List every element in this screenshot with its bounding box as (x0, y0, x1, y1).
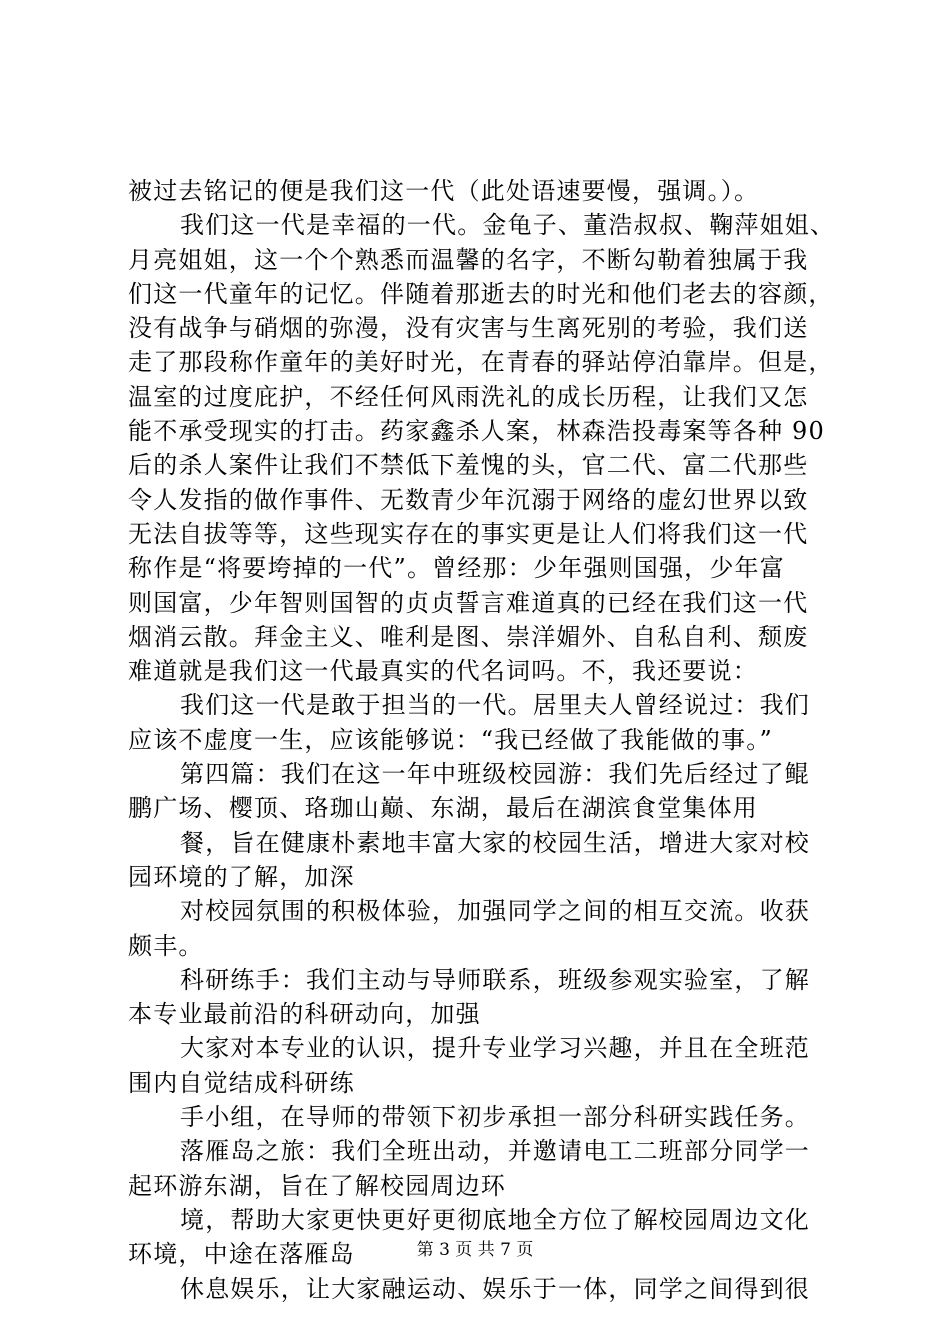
text-line: 难道就是我们这一代最真实的代名词吗。不，我还要说： (128, 657, 758, 686)
document-body (128, 174, 838, 1306)
text-line: 令人发指的做作事件、无数青少年沉溺于网络的虚幻世界以致 (128, 485, 809, 514)
text-line: 应该不虚度一生，应该能够说：“我已经做了我能做的事。” (128, 725, 773, 754)
text-line: 手小组，在导师的带领下初步承担一部分科研实践任务。 (180, 1103, 810, 1132)
text-line: 烟消云散。拜金主义、唯利是图、崇洋媚外、自私自利、颓废 (128, 622, 809, 651)
text-line: 鹏广场、樱顶、珞珈山巅、东湖，最后在湖滨食堂集体用 (128, 794, 758, 823)
text-line: 大家对本专业的认识，提升专业学习兴趣，并且在全班范 (180, 1034, 810, 1063)
text-line: 科研练手：我们主动与导师联系，班级参观实验室，了解 (180, 965, 810, 994)
text-line: 对校园氛围的积极体验，加强同学之间的相互交流。收获 (180, 897, 810, 926)
text-line: 没有战争与硝烟的弥漫，没有灾害与生离死别的考验，我们送 (128, 314, 809, 343)
page-number-footer: 第 3 页 共 7 页 (416, 1240, 534, 1260)
text-line: 走了那段称作童年的美好时光，在青春的驿站停泊靠岸。但是， (128, 348, 834, 377)
text-line: 餐，旨在健康朴素地丰富大家的校园生活，增进大家对校 (180, 828, 810, 857)
text-line: 本专业最前沿的科研动向，加强 (128, 1000, 481, 1029)
text-line: 被过去铭记的便是我们这一代（此处语速要慢，强调。）。 (128, 177, 760, 205)
text-line: 环境，中途在落雁岛 (128, 1240, 355, 1269)
text-line: 我们这一代是幸福的一代。金龟子、董浩叔叔、鞠萍姐姐、 (180, 211, 836, 240)
text-line: 能不承受现实的打击。药家鑫杀人案，林森浩投毒案等各种 90 (128, 417, 825, 446)
text-line: 后的杀人案件让我们不禁低下羞愧的头，官二代、富二代那些 (128, 451, 809, 480)
text-line: 境，帮助大家更快更好更彻底地全方位了解校园周边文化 (180, 1205, 810, 1234)
text-line: 园环境的了解，加深 (128, 862, 355, 891)
text-line: 月亮姐姐，这一个个熟悉而温馨的名字，不断勾勒着独属于我 (128, 245, 809, 274)
text-line: 我们这一代是敢于担当的一代。居里夫人曾经说过：我们 (180, 691, 810, 720)
text-line: 起环游东湖，旨在了解校园周边环 (128, 1171, 506, 1200)
text-line: 称作是“将要垮掉的一代”。曾经那：少年强则国强，少年富 (128, 554, 785, 583)
text-line: 第四篇：我们在这一年中班级校园游：我们先后经过了鲲 (180, 760, 810, 789)
text-line: 颇丰。 (128, 931, 204, 960)
text-line: 围内自觉结成科研练 (128, 1068, 355, 1097)
text-line: 落雁岛之旅：我们全班出动，并邀请电工二班部分同学一 (180, 1137, 810, 1166)
text-line: 休息娱乐，让大家融运动、娱乐于一体，同学之间得到很 (180, 1274, 810, 1303)
text-line: 温室的过度庇护，不经任何风雨洗礼的成长历程，让我们又怎 (128, 382, 809, 411)
text-line: 们这一代童年的记忆。伴随着那逝去的时光和他们老去的容颜， (128, 279, 834, 308)
text-line: 则国富，少年智则国智的贞贞誓言难道真的已经在我们这一代 (128, 588, 809, 617)
text-line: 无法自拔等等，这些现实存在的事实更是让人们将我们这一代 (128, 519, 809, 548)
